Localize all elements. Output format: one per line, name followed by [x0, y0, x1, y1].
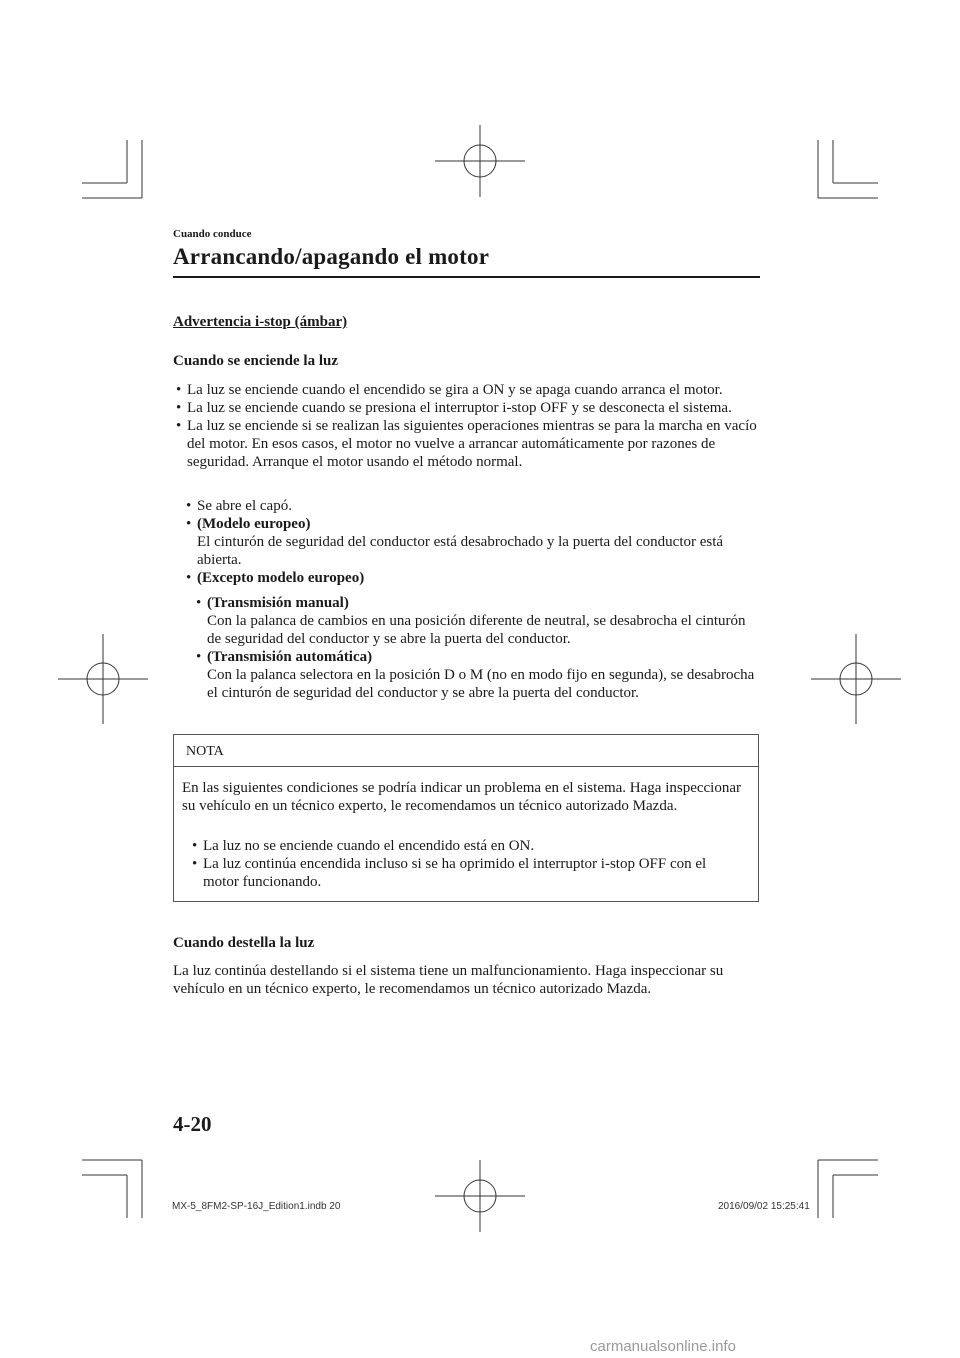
list-item: • (Transmisión manual) Con la palanca de cambios en una posición diferente de neutral, se desabrocha el cinturón de seguridad del conductor y se abre la puerta del conductor. — [196, 595, 746, 647]
nota-label: NOTA — [186, 744, 224, 759]
title-rule — [173, 276, 760, 278]
list-item: • (Modelo europeo) El cinturón de seguridad del conductor está desabrochado y la puerta del conductor está abierta. — [186, 516, 724, 568]
flash-text: La luz continúa destellando si el sistema tiene un malfuncionamiento. Haga inspeccionar su vehículo en un técnico experto, le recomendamos un técnico autorizado Mazda. — [173, 963, 724, 997]
list-item: • La luz se enciende cuando el encendido se gira a ON y se apaga cuando arranca el motor. — [176, 382, 723, 398]
conditions-list — [183, 497, 763, 587]
list-item: • La luz se enciende cuando se presiona el interruptor i-stop OFF y se desconecta el sistema. — [176, 400, 732, 416]
nota-intro: En las siguientes condiciones se podría indicar un problema en el sistema. Haga inspeccionar su vehículo en un técnico experto, le recomendamos un técnico autorizado Mazda. — [182, 780, 741, 814]
nota-header — [174, 735, 758, 767]
transmission-list — [193, 594, 758, 702]
nota-list — [189, 837, 744, 891]
print-filename: MX-5_8FM2-SP-16J_Edition1.indb 20 — [172, 1201, 341, 1212]
list-item: • La luz no se enciende cuando el encendido está en ON. — [192, 838, 535, 854]
page-title: Arrancando/apagando el motor — [173, 244, 490, 269]
lights-on-list — [173, 381, 763, 471]
nota-box — [173, 734, 759, 902]
list-item: • (Excepto modelo europeo) — [186, 570, 365, 586]
section-label: Cuando conduce — [173, 228, 252, 240]
warning-title: Advertencia i-stop (ámbar) — [173, 314, 348, 330]
print-date: 2016/09/02 15:25:41 — [718, 1201, 810, 1212]
list-item: • La luz continúa encendida incluso si se ha oprimido el interruptor i-stop OFF con el motor funcionando. — [192, 856, 707, 890]
page-number: 4-20 — [173, 1112, 212, 1136]
list-item: • Se abre el capó. — [186, 498, 292, 514]
list-item: • (Transmisión automática) Con la palanca selectora en la posición D o M (no en modo fijo en segunda), se desabrocha el cinturón de seguridad del conductor y se abre la puerta del conductor. — [196, 649, 755, 701]
list-item: • La luz se enciende si se realizan las siguientes operaciones mientras se para la marcha en vacío del motor. En esos casos, el motor no vuelve a arrancar automáticamente por razones de seguridad. Arranque el motor usando el método normal. — [176, 418, 757, 470]
watermark: carmanualsonline.info — [590, 1338, 736, 1355]
lights-on-heading: Cuando se enciende la luz — [173, 353, 339, 369]
flash-heading: Cuando destella la luz — [173, 935, 315, 951]
